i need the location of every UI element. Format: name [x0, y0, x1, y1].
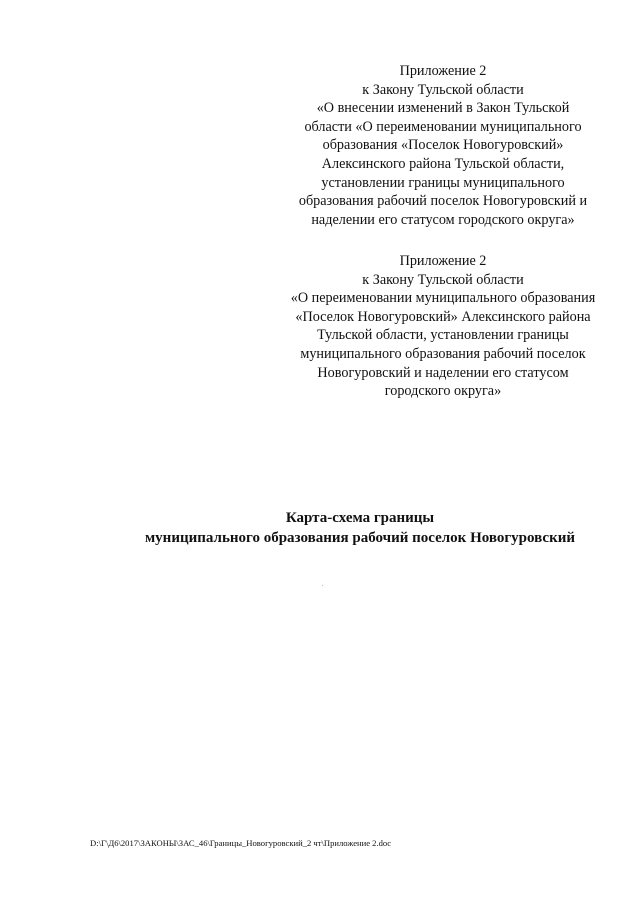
appendix-line: Алексинского района Тульской области,	[321, 155, 565, 172]
appendix-line: городского округа»	[384, 383, 502, 400]
appendix-line: «Поселок Новогуровский» Алексинского района	[295, 308, 591, 325]
appendix-line: Тульской области, установлении границы	[317, 327, 569, 344]
appendix-line: «О переименовании муниципального образования	[290, 290, 596, 307]
appendix-line: наделении его статусом городского округа»	[311, 211, 575, 228]
appendix-line: муниципального образования рабочий поселок	[300, 345, 586, 362]
appendix-line: к Закону Тульской области	[362, 81, 524, 98]
appendix-line: к Закону Тульской области	[362, 271, 524, 288]
map-title-line: Карта-схема границы	[285, 510, 435, 526]
appendix-line: Приложение 2	[399, 63, 487, 79]
appendix-line: «О внесении изменений в Закон Тульской	[316, 100, 570, 117]
appendix-line: Приложение 2	[399, 253, 487, 269]
map-scheme-title	[30, 509, 639, 548]
appendix-header-amendment	[270, 62, 616, 229]
map-title-line: муниципального образования рабочий поселок Новогуровский	[144, 529, 576, 546]
appendix-header-original-law	[270, 252, 616, 401]
appendix-line: образования рабочий поселок Новогуровский и	[298, 193, 588, 210]
document-file-path: D:\Г\Д6\2017\ЗАКОНЫ\ЗАС_46\Границы_Новогуровский_2 чт\Приложение 2.doc	[90, 838, 392, 848]
appendix-line: Новогуровский и наделении его статусом	[317, 364, 569, 381]
appendix-line: области «О переименовании муниципального	[304, 118, 582, 135]
appendix-line: образования «Поселок Новогуровский»	[322, 137, 564, 154]
appendix-line: установлении границы муниципального	[321, 174, 565, 191]
scan-speck	[322, 585, 323, 586]
